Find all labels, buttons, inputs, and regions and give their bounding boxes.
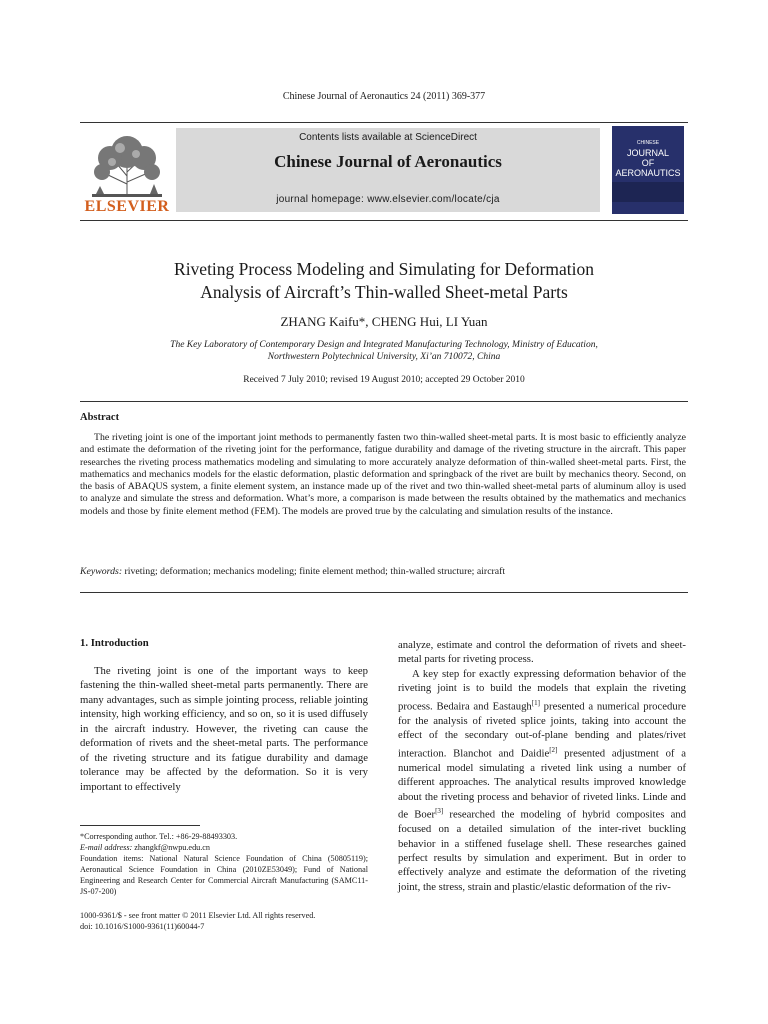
contents-line[interactable]: Contents lists available at ScienceDirect xyxy=(299,132,477,143)
keywords xyxy=(80,566,686,577)
header-top-rule xyxy=(80,122,688,123)
para3-text-b: presented a numerical procedure for the analysis of riveted splice joints, taking into account the effect of the secondary out-of-plane bending and plates/rivet interaction. Blanchot and Daidie xyxy=(398,700,687,760)
cover-band xyxy=(612,182,684,202)
title-line-1: Riveting Process Modeling and Simulating for Deformation xyxy=(174,259,594,279)
citation-1[interactable]: [1] xyxy=(531,698,540,707)
citation-3[interactable]: [3] xyxy=(435,807,444,816)
cover-line-2: JOURNAL OF AERONAUTICS xyxy=(615,148,681,178)
received-dates: Received 7 July 2010; revised 19 August 2010; accepted 29 October 2010 xyxy=(243,375,525,385)
authors: ZHANG Kaifu*, CHENG Hui, LI Yuan xyxy=(280,314,488,329)
journal-title: Chinese Journal of Aeronautics xyxy=(274,152,502,171)
intro-paragraph-2: analyze, estimate and control the deformation of rivets and sheet-metal parts for riveting process. xyxy=(398,639,686,666)
front-matter xyxy=(80,910,380,932)
journal-homepage-link[interactable]: journal homepage: www.elsevier.com/locate/cja xyxy=(276,194,500,205)
title-line-2: Analysis of Aircraft’s Thin-walled Sheet-metal Parts xyxy=(200,282,568,302)
citation-2[interactable]: [2] xyxy=(549,745,558,754)
publisher-logo-text: ELSEVIER xyxy=(84,198,170,215)
affiliation-line-1: The Key Laboratory of Contemporary Design and Integrated Manufacturing Technology, Ministry of Education, xyxy=(170,340,598,350)
affiliation-line-2: Northwestern Polytechnical University, Xi’an 710072, China xyxy=(267,352,501,362)
abstract-text: The riveting joint is one of the important joint methods to permanently fasten two thin-walled sheet-metal parts. It is most basic to efficiently analyze and estimate the deformation of the riveting joint for the performance, fatigue durability and damage of the riveting structure in the aircraft. This paper researches the riveting process mathematics modeling and simulating to more accurately analyze deformation of thin-walled sheet-metal parts. First, the mathematics and mechanics models for the elastic deformation, plastic deformation and springback of the rivet are built by mechanics theory. Second, on the basis of ABAQUS system, a finite element system, an instance made up of the rivet and two thin-walled sheet-metal parts of aluminum alloy is used to analyze and simulate the stress and deformation. What’s more, a comparison is made between the results obtained by the mathematics and mechanics models and those by finite element method (FEM). The models are proved true by the calculating and simulation results of the instance. xyxy=(80,432,686,517)
abstract-bottom-rule xyxy=(80,592,688,593)
keywords-text: riveting; deformation; mechanics modeling; finite element method; thin-walled structure; aircraft xyxy=(122,566,506,577)
intro-paragraph-1: The riveting joint is one of the important ways to keep fastening the thin-walled sheet-metal parts permanently. There are many advantages, such as simple jointing process, reliable jointing intensity, high working efficiency, and so on, so it is used diffusely in the aircraft industry. However, the riveting can cause the deformation of rivets and the sheet-metal parts. The performance of the riveting structure and its fatigue durability and damage tolerance may be affected by the deformation. So it is very important to effectively xyxy=(80,665,368,793)
article-title xyxy=(90,258,678,304)
doi-link[interactable]: doi: 10.1016/S1000-9361(11)60044-7 xyxy=(80,922,205,931)
header-bottom-rule xyxy=(80,220,688,221)
email-label: E-mail address: xyxy=(80,843,133,852)
affiliation xyxy=(90,339,678,363)
journal-banner xyxy=(176,128,600,212)
footnotes xyxy=(80,831,368,897)
para3-text-a: A key step for exactly expressing deformation behavior of the riveting joint is to build the models that explain the riveting process. Bedaira and Eastaugh xyxy=(398,667,686,713)
para3-text-c: presented adjustment of a numerical model simulating a riveted link using a number of different approaches. The analytical results improved knowledge about the riveting process and behavior of riveted links. Linde and de Boer xyxy=(398,747,687,821)
journal-cover-thumbnail xyxy=(612,126,684,214)
abstract-heading: Abstract xyxy=(80,412,120,423)
cover-line-1: CHINESE xyxy=(636,140,660,146)
keywords-label: Keywords: xyxy=(80,566,123,577)
right-column xyxy=(398,638,686,894)
intro-paragraph-3 xyxy=(398,667,686,894)
funding: Foundation items: National Natural Science Foundation of China (50805119); Aeronautical Science Foundation in China (2010ZE53049); Fund of National Engineering and Research Center for Commercial Aircraft Manufacturing (SAMC11-JS-07-200) xyxy=(80,854,368,896)
abstract-top-rule xyxy=(80,401,688,402)
front-matter-copyright: 1000-9361/$ - see front matter © 2011 Elsevier Ltd. All rights reserved. xyxy=(80,911,316,920)
corresponding-author: *Corresponding author. Tel.: +86-29-88493303. xyxy=(80,832,238,841)
para3-text-d: researched the modeling of hybrid composites and focused on a detailed simulation of the inter-rivet buckling behavior in a stiffened fuselage shell. These researches gained perfect results by simulation and experiment. But in order to effectively analyze and estimate the deformation of the riveting joint, the stress, strain and plastic/elastic deformation of the riv- xyxy=(398,808,686,893)
footnote-rule xyxy=(80,825,200,826)
section-heading-introduction: 1. Introduction xyxy=(80,637,149,649)
left-column xyxy=(80,664,368,794)
running-head: Chinese Journal of Aeronautics 24 (2011) 369-377 xyxy=(282,91,486,102)
email-link[interactable]: zhangkf@nwpu.edu.cn xyxy=(132,843,211,852)
email-line xyxy=(80,842,368,853)
